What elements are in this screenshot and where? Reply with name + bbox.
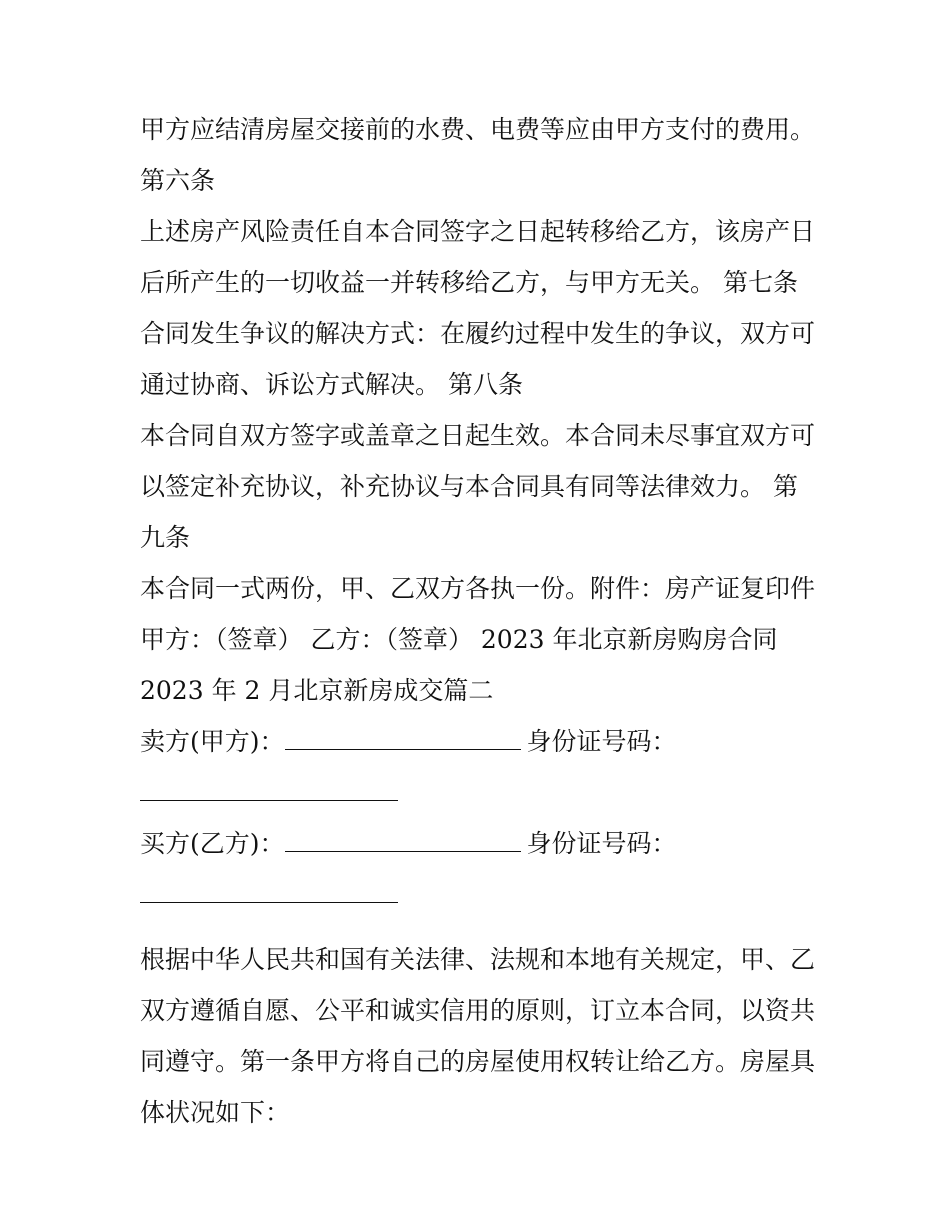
signature-line: 甲方：（签章） 乙方：（签章） 2023 年北京新房购房合同 [140, 625, 778, 654]
paragraph-line: 九条 [140, 523, 191, 552]
buyer-name-blank [285, 833, 521, 852]
paragraph-line: 根据中华人民共和国有关法律、法规和本地有关规定，甲、乙 [140, 945, 816, 974]
spacer [140, 920, 820, 934]
seller-label: 卖方(甲方)： [140, 727, 285, 756]
buyer-label: 买方(乙方)： [140, 829, 285, 858]
document-body [140, 104, 820, 1138]
buyer-row [140, 818, 820, 869]
paragraph-line: 通过协商、诉讼方式解决。 第八条 [140, 370, 523, 399]
paragraph-line: 后所产生的一切收益一并转移给乙方，与甲方无关。 第七条 [140, 268, 798, 297]
seller-row [140, 716, 820, 767]
article-heading: 第六条 [140, 166, 216, 195]
buyer-id-label: 身份证号码： [526, 829, 677, 858]
buyer-id-row [140, 869, 820, 920]
paragraph-line: 同遵守。第一条甲方将自己的房屋使用权转让给乙方。房屋具 [140, 1047, 816, 1076]
seller-id-row [140, 767, 820, 818]
seller-id-label: 身份证号码： [526, 727, 677, 756]
section-title: 2023 年 2 月北京新房成交篇二 [140, 676, 494, 705]
paragraph-line: 双方遵循自愿、公平和诚实信用的原则，订立本合同，以资共 [140, 996, 816, 1025]
paragraph-line: 以签定补充协议，补充协议与本合同具有同等法律效力。 第 [140, 472, 798, 501]
paragraph-line: 甲方应结清房屋交接前的水费、电费等应由甲方支付的费用。 [140, 115, 816, 144]
seller-id-blank [140, 782, 398, 801]
buyer-id-blank [140, 884, 398, 903]
paragraph-line: 合同发生争议的解决方式：在履约过程中发生的争议，双方可 [140, 319, 816, 348]
paragraph-line: 本合同自双方签字或盖章之日起生效。本合同未尽事宜双方可 [140, 421, 816, 450]
seller-name-blank [285, 731, 521, 750]
paragraph-line: 上述房产风险责任自本合同签字之日起转移给乙方，该房产日 [140, 217, 816, 246]
paragraph-line: 体状况如下： [140, 1098, 291, 1127]
paragraph-line: 本合同一式两份，甲、乙双方各执一份。附件：房产证复印件 [140, 574, 816, 603]
